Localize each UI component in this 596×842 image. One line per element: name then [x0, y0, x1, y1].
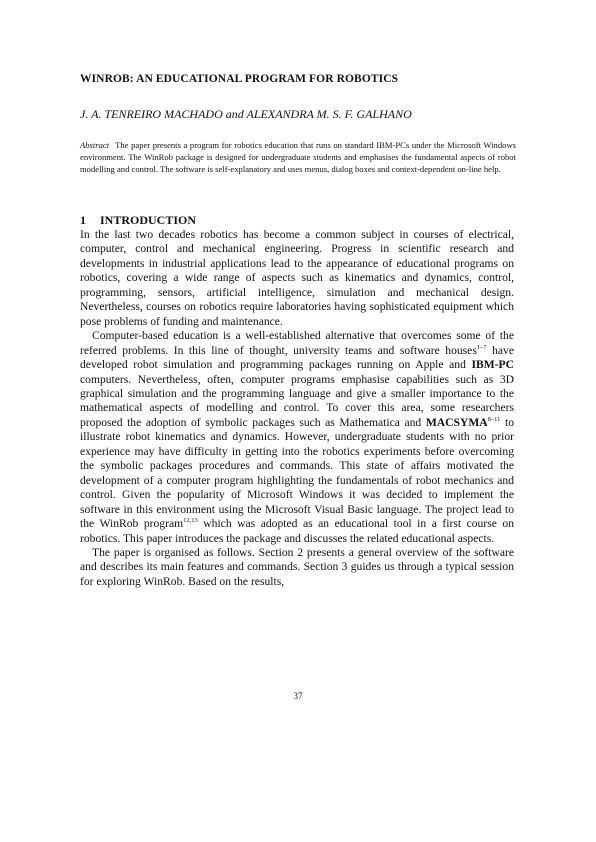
- paragraph-2-part-1: Computer-based education is a well-established alternative that overcomes some of the referred problems. In this line of thought, university teams and software houses: [80, 329, 514, 357]
- body-text: [80, 228, 514, 589]
- macsyma-text: MACSYMA: [425, 415, 488, 429]
- citation-1-end: 7: [483, 343, 487, 351]
- page-number: 37: [293, 691, 303, 701]
- section-number: 1: [80, 213, 86, 227]
- abstract: [80, 139, 516, 175]
- paper-title: WINROB: AN EDUCATIONAL PROGRAM FOR ROBOTICS: [80, 73, 399, 85]
- abstract-text: The paper presents a program for robotics education that runs on standard IBM-PCs under the Microsoft Windows environment. The WinRob package is designed for undergraduate students and emphasises the fundamental aspects of robot modelling and control. The software is self-explanatory and uses menus, dialog boxes and context-dependent on-line help.: [80, 140, 516, 174]
- section-heading: [80, 213, 520, 228]
- paragraph-2-part-2: have developed robot simulation and programming packages running on Apple and: [80, 343, 514, 372]
- paragraph-3: The paper is organised as follows. Section 2 presents a general overview of the software and describes its main features and commands. Section 3 guides us through a typical session for exploring WinRob. Based on the results,: [80, 545, 514, 588]
- section-title: INTRODUCTION: [100, 213, 197, 227]
- citation-1-dash: –: [480, 343, 484, 351]
- abstract-label: Abstract: [80, 140, 110, 150]
- citation-1-start: 1: [476, 343, 481, 351]
- paragraph-2: [80, 329, 514, 546]
- paragraph-1: In the last two decades robotics has become a common subject in courses of electrical, computer, control and mechanical engineering. Progress in scientific research and developments in industrial applications lead to the appearance of educational programs on robotics, covering a wide range of aspects such as kinematics and dynamics, control, programming, sensors, artificial intelligence, simulation and mechanical design. Nevertheless, courses on robotics require laboratories having sophisticated equipment which pose problems of funding and maintenance.: [80, 228, 514, 328]
- ibm-pc-text: IBM-PC: [471, 358, 514, 372]
- paragraph-2-part-3: computers. Nevertheless, often, computer programs emphasise capabilities such as 3D graphical simulation and the programming language and give a smaller importance to the mathematical aspects of modelling and control. To cover this area, some researchers proposed the adoption of symbolic packages such as Mathematica and: [80, 372, 514, 429]
- citation-8-11: 8–11: [487, 415, 501, 423]
- citation-12-13: 12,13: [183, 517, 198, 525]
- paragraph-2-part-4: to illustrate robot kinematics and dynamics. However, undergraduate students with no prior experience may have difficulty in getting into the robotics experiments before overcoming the symbolic packages procedures and commands. This state of affairs motivated the development of a computer program highlighting the fundamentals of robot mechanics and control. Given the popularity of Microsoft Windows it was decided to implement the software in this environment using the Microsoft Visual Basic language. The project lead to the WinRob program: [80, 415, 514, 531]
- citation-1-7: [477, 344, 487, 351]
- paper-authors: J. A. TENREIRO MACHADO and ALEXANDRA M. S. F. GALHANO: [80, 107, 412, 121]
- paragraph-2-part-5: which was adopted as an educational tool in a first course on robotics. This paper introduces the package and discusses the related educational aspects.: [80, 517, 514, 545]
